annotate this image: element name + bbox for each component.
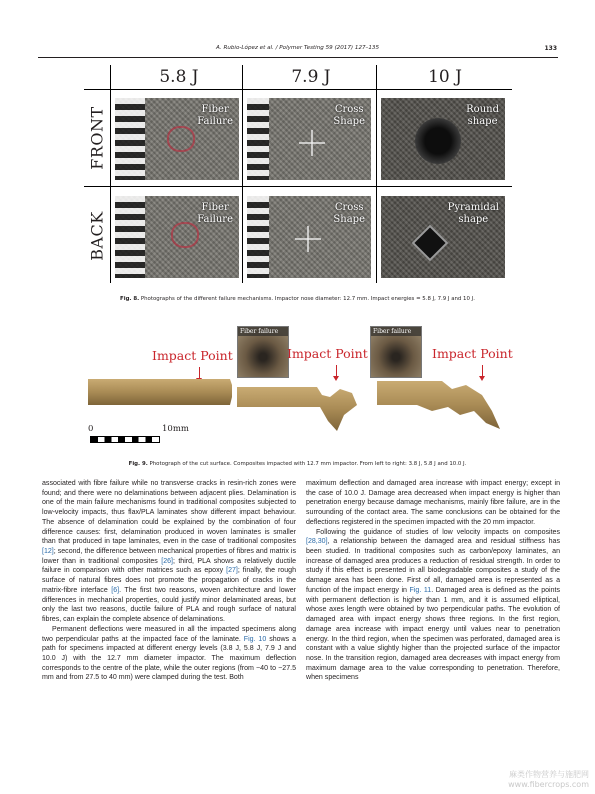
figure-9: [82, 320, 522, 455]
running-header: [0, 45, 595, 57]
right-column: [306, 479, 560, 683]
ruler: [115, 196, 145, 278]
damage-pyramid: [412, 225, 449, 262]
damage-mark: [167, 126, 195, 152]
scale-bar: [90, 436, 160, 443]
paragraph: associated with fibre failure while no transverse cracks in resin-rich zones were found; and there were no delaminations between adjacent plies. Delamination is one of the main failure mechanisms found in traditional composites subjected to low-velocity impacts, thus flax/PLA laminates show different impact behaviour. The absence of delamination could be explained by the combination of four difference causes: first, delamination produced in woven laminates is smaller than that produced in tape laminates, even in the case of traditional composites [12]; second, the difference between mechanical properties of fibres and matrix is lower than in traditional composites [26]; third, PLA shows a relatively ductile failure in comparison with other matrices such as epoxy [27]; finally, the rough surface of natural fibres does not promote the propagation of cracks in the matrix-fibre interface [6]. The first two reasons, woven architecture and lower differences in mechanical properties, could justify minor delaminated areas, but only the last two reasons, ductile failure of PLA and rough surface of natural fibres, can explain the complete absence of delaminations.: [42, 480, 296, 624]
photo-back-5.8J: [115, 196, 239, 278]
paragraph: Permanent deflections were measured in all the impacted specimens along two perpendicular paths at the impacted face of the laminate. Fig. 10 shows a path for specimens impacted at different energy levels (3.8 J, 5.8 J, 7.9 J and 10.0 J) with the 12.7 mm diameter impactor. The maximum deflection corresponds to the centre of the plate, while the outer regions (from −40 to −27.5 mm and from 27.5 to 40 mm) were clamped during the test. Both: [42, 625, 296, 682]
figure-9-caption: Fig. 9. Photograph of the cut surface. Composites impacted with 12.7 mm impactor. From left to right: 3.8 J, 5.8 J and 10.0 J.: [128, 461, 467, 467]
ruler: [115, 98, 145, 180]
grid-line: [376, 65, 377, 283]
photo-label: Pyramidal shape: [447, 202, 499, 225]
paragraph: maximum deflection and damaged area increase with impact energy; except in the case of 10.0 J. Damage area decreased when impact energy is higher than penetration energy because damage mechanisms, mainly fibre failure, are in the surrounding of the contact area. The same conclusions can be obtained for the deflections registered in the specimen impacted with the 20 mm impactor.: [306, 480, 560, 526]
impact-point-label: Impact Point: [432, 346, 513, 361]
impact-point-label: Impact Point: [152, 348, 233, 363]
figure-8: [84, 65, 512, 283]
row-header-back: BACK: [87, 210, 107, 261]
citation-link[interactable]: [28,30]: [306, 538, 328, 546]
column-header-7.9J: 7.9 J: [291, 67, 331, 87]
page-number: 133: [544, 45, 557, 52]
damage-mark: [299, 130, 325, 156]
citation-link[interactable]: [12]: [42, 548, 54, 556]
grid-line: [84, 186, 512, 187]
figure-link[interactable]: Fig. 10: [243, 635, 267, 643]
grid-line: [242, 65, 243, 283]
inset-fiber-failure: Fiber failure: [370, 326, 422, 378]
row-header-front: FRONT: [87, 106, 107, 170]
watermark: 麻类作物营养与施肥网 www.fibercrops.com: [508, 770, 589, 789]
photo-back-10J: [381, 196, 505, 278]
column-header-10J: 10 J: [428, 67, 462, 87]
damage-mark: [295, 226, 321, 252]
scale-start: 0: [88, 424, 94, 434]
scale-end: 10mm: [162, 424, 189, 434]
citation-link[interactable]: [27]: [226, 567, 238, 575]
specimen-5.8J: [237, 387, 357, 431]
figure-link[interactable]: Fig. 11: [409, 586, 432, 594]
specimen-3.8J: [88, 379, 232, 405]
inset-fiber-failure: Fiber failure: [237, 326, 289, 378]
photo-label: Cross Shape: [333, 202, 365, 225]
impact-point-label: Impact Point: [287, 346, 368, 361]
photo-label: Cross Shape: [333, 104, 365, 127]
damage-hole: [415, 118, 461, 164]
photo-back-7.9J: [247, 196, 371, 278]
running-title: A. Rubio-López et al. / Polymer Testing 59 (2017) 127–135: [215, 45, 380, 51]
damage-mark: [171, 222, 199, 248]
citation-link[interactable]: [26]: [161, 557, 173, 565]
photo-front-10J: [381, 98, 505, 180]
header-rule: [38, 57, 558, 58]
photo-label: Fiber Failure: [197, 104, 233, 127]
grid-line: [110, 65, 111, 283]
figure-8-caption: Fig. 8. Photographs of the different failure mechanisms. Impactor nose diameter: 12.7 mm. Impact energies = 5.8 J, 7.9 J and 10 J.: [120, 296, 475, 302]
ruler: [247, 196, 269, 278]
left-column: [42, 479, 296, 683]
photo-front-7.9J: [247, 98, 371, 180]
photo-label: Fiber Failure: [197, 202, 233, 225]
paragraph: Following the guidance of studies of low velocity impacts on composites [28,30], a relationship between the damaged area and residual stiffness has been studied. In traditional composites such as carbon/epoxy laminates, an increase of damaged area produces a reduction of residual strength. In order to study if this effect is presented in all biodegradable composites a study of the damage area has been done. First of all, damaged area is represented as a function of the impact energy in Fig. 11. Damaged area is defined as the points with permanent deflection is higher than 1 mm, and it is assumed elliptical, whose axes length were obtained by two perpendicular paths. The evolution of damaged area with impact energy shows three regions. In the first region, damage area increase with impact energy until values near to penetration energy. In the third region, when the specimen was perforated, damaged area is constant with a value slightly higher than the projected surface of the impactor nose. In the transition region, damaged area decreases with impact energy from maximum damage area to the value corresponding to penetration. Therefore, when specimens: [306, 528, 561, 682]
citation-link[interactable]: [6]: [111, 586, 120, 594]
grid-line: [84, 89, 512, 90]
photo-front-5.8J: [115, 98, 239, 180]
specimen-10J: [377, 381, 500, 429]
ruler: [247, 98, 269, 180]
column-header-5.8J: 5.8 J: [159, 67, 199, 87]
photo-label: Round shape: [466, 104, 499, 127]
